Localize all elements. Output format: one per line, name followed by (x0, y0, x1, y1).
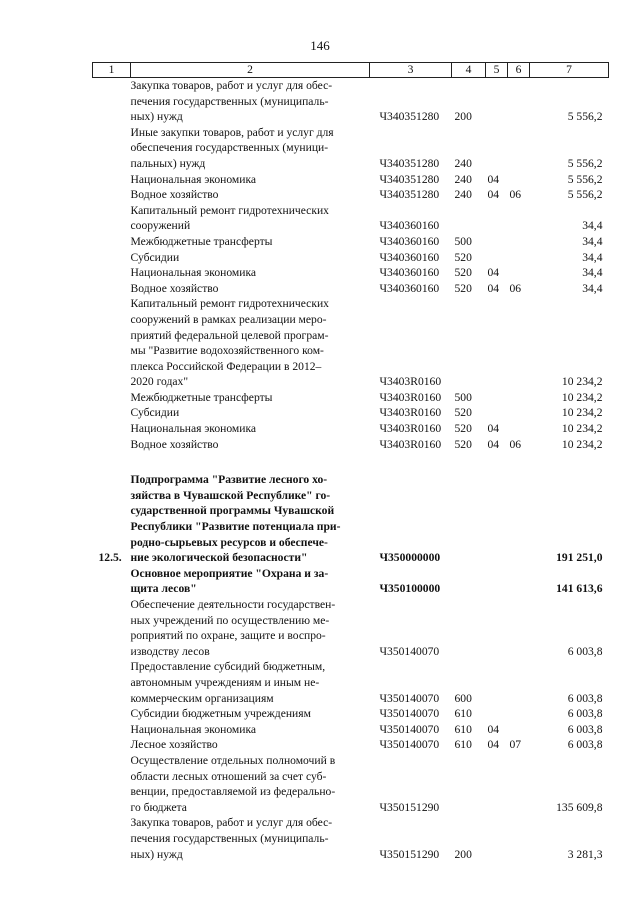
row-name-cell (131, 472, 370, 566)
subsection-cell: 06 (509, 188, 522, 202)
amount-cell: 10 234,2 (561, 422, 603, 436)
section-cell (486, 472, 508, 566)
budget-table (92, 62, 609, 862)
target-code-cell: Ч340360160 (379, 266, 440, 280)
name-line: Водное хозяйство (130, 281, 219, 295)
amount-cell: 6 003,8 (567, 738, 603, 752)
expense-type-cell (452, 296, 486, 390)
row-number-cell (93, 234, 131, 250)
subsection-cell (508, 125, 530, 172)
row-name-cell (131, 706, 370, 722)
column-header-1: 1 (93, 63, 131, 78)
row-name-cell (131, 405, 370, 421)
section-cell: 04 (487, 422, 500, 436)
section-cell: 04 (487, 738, 500, 752)
target-code-cell: Ч350140070 (379, 644, 440, 658)
target-code-cell: Ч340360160 (379, 234, 440, 248)
table-row (93, 421, 609, 437)
subsection-cell (508, 265, 530, 281)
subsection-cell (508, 390, 530, 406)
target-code-cell: Ч350000000 (379, 551, 441, 565)
expense-type-cell: 520 (454, 281, 472, 295)
row-number-cell (93, 78, 131, 125)
section-cell (486, 753, 508, 815)
table-row (93, 390, 609, 406)
row-number-cell: 12.5. (98, 551, 122, 565)
row-name-cell (131, 281, 370, 297)
name-line: Межбюджетные трансферты (130, 390, 273, 404)
section-cell (486, 390, 508, 406)
expense-type-cell: 520 (454, 266, 472, 280)
row-number-cell (93, 281, 131, 297)
table-row (93, 722, 609, 738)
expense-type-cell: 500 (454, 234, 472, 248)
subsection-cell (508, 472, 530, 566)
name-line: Подпрограмма "Развитие лесного хо- (130, 473, 328, 487)
table-row (93, 203, 609, 234)
table-row (93, 659, 609, 706)
target-code-cell: Ч3403R0160 (379, 390, 442, 404)
table-row (93, 405, 609, 421)
table-spacer-row (93, 452, 609, 472)
amount-cell: 34,4 (582, 219, 603, 233)
row-name-cell (131, 753, 370, 815)
name-line: 2020 годах" (130, 375, 189, 389)
amount-cell: 3 281,3 (567, 847, 603, 861)
name-line: Субсидии бюджетным учреждениям (130, 707, 311, 721)
expense-type-cell (452, 566, 486, 597)
subsection-cell (508, 296, 530, 390)
row-number-cell (93, 390, 131, 406)
table-row (93, 234, 609, 250)
name-line: Субсидии (130, 250, 180, 264)
amount-cell: 34,4 (582, 281, 603, 295)
table-row (93, 472, 609, 566)
subsection-cell (508, 566, 530, 597)
amount-cell: 10 234,2 (561, 390, 603, 404)
section-cell (486, 250, 508, 266)
name-line: Национальная экономика (130, 266, 257, 280)
section-cell: 04 (487, 281, 500, 295)
subsection-cell (508, 706, 530, 722)
name-line: ние экологической безопасности" (130, 551, 308, 565)
name-line: Обеспечение деятельности государствен- (130, 598, 336, 611)
section-cell (486, 405, 508, 421)
name-line: Иные закупки товаров, работ и услуг для (130, 125, 334, 139)
name-line: обеспечения государственных (муници- (130, 141, 329, 155)
target-code-cell: Ч3403R0160 (379, 422, 442, 436)
section-cell (486, 203, 508, 234)
row-name-cell (131, 250, 370, 266)
row-number-cell (93, 421, 131, 437)
section-cell: 04 (487, 722, 500, 736)
section-cell (486, 597, 508, 659)
spacer-cell (93, 452, 609, 472)
subsection-cell (508, 753, 530, 815)
name-line: Капитальный ремонт гидротехнических (130, 297, 329, 311)
column-header-6: 6 (508, 63, 530, 78)
table-row (93, 265, 609, 281)
name-line: сударственной программы Чувашской (130, 504, 335, 518)
section-cell (486, 659, 508, 706)
table-row (93, 78, 609, 125)
name-line: Национальная экономика (130, 722, 257, 736)
column-header-3: 3 (370, 63, 452, 78)
expense-type-cell: 240 (454, 172, 472, 186)
row-number-cell (93, 172, 131, 188)
table-row (93, 187, 609, 203)
subsection-cell (508, 172, 530, 188)
name-line: области лесных отношений за счет суб- (130, 769, 327, 783)
name-line: роприятий по охране, защите и воспро- (130, 629, 326, 643)
row-name-cell (131, 125, 370, 172)
subsection-cell (508, 250, 530, 266)
name-line: Закупка товаров, работ и услуг для обес- (130, 816, 333, 830)
row-number-cell (93, 265, 131, 281)
name-line: Водное хозяйство (130, 437, 219, 451)
name-line: сооружений (130, 219, 191, 233)
name-line: Закупка товаров, работ и услуг для обес- (130, 79, 333, 92)
name-line: коммерческим организациям (130, 691, 274, 705)
amount-cell: 135 609,8 (556, 800, 603, 814)
row-number-cell (93, 187, 131, 203)
row-number-cell (93, 405, 131, 421)
subsection-cell (508, 203, 530, 234)
expense-type-cell: 200 (454, 110, 472, 124)
name-line: плекса Российской Федерации в 2012– (130, 359, 322, 373)
name-line: Межбюджетные трансферты (130, 234, 273, 248)
row-name-cell (131, 722, 370, 738)
section-cell: 04 (487, 188, 500, 202)
name-line: ных) нужд (130, 847, 183, 861)
amount-cell: 10 234,2 (561, 375, 603, 389)
row-name-cell (131, 172, 370, 188)
subsection-cell (508, 815, 530, 862)
expense-type-cell: 520 (454, 422, 472, 436)
name-line: пальных) нужд (130, 156, 206, 170)
expense-type-cell: 240 (454, 188, 472, 202)
column-number-row (93, 63, 609, 78)
section-cell (486, 234, 508, 250)
table-row (93, 566, 609, 597)
target-code-cell: Ч350140070 (379, 691, 440, 705)
expense-type-cell: 610 (454, 738, 472, 752)
expense-type-cell: 520 (454, 250, 472, 264)
subsection-cell (508, 421, 530, 437)
target-code-cell: Ч350151290 (379, 847, 440, 861)
row-name-cell (131, 187, 370, 203)
amount-cell: 10 234,2 (561, 406, 603, 420)
expense-type-cell: 610 (454, 707, 472, 721)
amount-cell: 10 234,2 (561, 437, 603, 451)
target-code-cell: Ч340351280 (379, 188, 440, 202)
row-name-cell (131, 78, 370, 125)
row-name-cell (131, 597, 370, 659)
section-cell: 04 (487, 437, 500, 451)
name-line: Национальная экономика (130, 422, 257, 436)
name-line: родно-сырьевых ресурсов и обеспече- (130, 535, 328, 549)
target-code-cell: Ч3403R0160 (379, 375, 442, 389)
table-row (93, 815, 609, 862)
table-row (93, 125, 609, 172)
row-number-cell (93, 659, 131, 706)
section-cell (486, 78, 508, 125)
amount-cell: 5 556,2 (567, 110, 603, 124)
section-cell (486, 706, 508, 722)
subsection-cell: 07 (509, 738, 522, 752)
row-number-cell (93, 296, 131, 390)
table-row (93, 172, 609, 188)
expense-type-cell: 600 (454, 691, 472, 705)
subsection-cell (508, 659, 530, 706)
row-number-cell (93, 437, 131, 453)
target-code-cell: Ч3403R0160 (379, 406, 442, 420)
expense-type-cell: 240 (454, 156, 472, 170)
subsection-cell (508, 234, 530, 250)
section-cell (486, 815, 508, 862)
table-row (93, 437, 609, 453)
row-number-cell (93, 753, 131, 815)
amount-cell: 5 556,2 (567, 188, 603, 202)
name-line: Республики "Развитие потенциала при- (130, 520, 341, 534)
target-code-cell: Ч340360160 (379, 219, 440, 233)
subsection-cell (508, 597, 530, 659)
name-line: Осуществление отдельных полномочий в (130, 753, 336, 767)
name-line: ных) нужд (130, 110, 183, 124)
row-number-cell (93, 722, 131, 738)
table-row (93, 281, 609, 297)
target-code-cell: Ч350140070 (379, 738, 440, 752)
section-cell (486, 566, 508, 597)
expense-type-cell (452, 753, 486, 815)
row-number-cell (93, 815, 131, 862)
row-number-cell (93, 737, 131, 753)
row-name-cell (131, 234, 370, 250)
amount-cell: 191 251,0 (556, 551, 603, 565)
amount-cell: 6 003,8 (567, 722, 603, 736)
expense-type-cell: 500 (454, 390, 472, 404)
subsection-cell: 06 (509, 437, 522, 451)
name-line: зяйства в Чувашской Республике" го- (130, 488, 331, 502)
amount-cell: 6 003,8 (567, 707, 603, 721)
subsection-cell (508, 405, 530, 421)
target-code-cell: Ч340360160 (379, 250, 440, 264)
name-line: Субсидии (130, 406, 180, 420)
amount-cell: 6 003,8 (567, 644, 603, 658)
table-row (93, 706, 609, 722)
table-row (93, 296, 609, 390)
expense-type-cell (452, 597, 486, 659)
row-name-cell (131, 659, 370, 706)
amount-cell: 5 556,2 (567, 156, 603, 170)
amount-cell: 6 003,8 (567, 691, 603, 705)
table-row (93, 597, 609, 659)
row-name-cell (131, 421, 370, 437)
amount-cell: 34,4 (582, 250, 603, 264)
column-header-4: 4 (452, 63, 486, 78)
name-line: приятий федеральной целевой програм- (130, 328, 329, 342)
expense-type-cell: 200 (454, 847, 472, 861)
table-row (93, 737, 609, 753)
expense-type-cell (452, 203, 486, 234)
table-row (93, 753, 609, 815)
table-body (93, 78, 609, 863)
name-line: печения государственных (муниципаль- (130, 831, 329, 845)
section-cell (486, 125, 508, 172)
row-number-cell (93, 566, 131, 597)
row-name-cell (131, 296, 370, 390)
row-name-cell (131, 390, 370, 406)
name-line: Предоставление субсидий бюджетным, (130, 660, 326, 674)
section-cell: 04 (487, 172, 500, 186)
target-code-cell: Ч3403R0160 (379, 437, 442, 451)
name-line: щита лесов" (130, 582, 197, 596)
expense-type-cell: 520 (454, 437, 472, 451)
target-code-cell: Ч340351280 (379, 156, 440, 170)
row-name-cell (131, 566, 370, 597)
row-number-cell (93, 203, 131, 234)
target-code-cell: Ч350140070 (379, 722, 440, 736)
name-line: сооружений в рамках реализации меро- (130, 312, 327, 326)
row-name-cell (131, 815, 370, 862)
column-header-7: 7 (530, 63, 609, 78)
row-number-cell (93, 597, 131, 659)
row-number-cell (93, 250, 131, 266)
name-line: Национальная экономика (130, 172, 257, 186)
amount-cell: 141 613,6 (556, 582, 603, 596)
section-cell (486, 296, 508, 390)
name-line: го бюджета (130, 800, 187, 814)
subsection-cell (508, 722, 530, 738)
row-name-cell (131, 265, 370, 281)
target-code-cell: Ч340360160 (379, 281, 440, 295)
row-name-cell (131, 203, 370, 234)
target-code-cell: Ч350151290 (379, 800, 440, 814)
row-name-cell (131, 437, 370, 453)
amount-cell: 34,4 (582, 266, 603, 280)
amount-cell: 34,4 (582, 234, 603, 248)
name-line: Водное хозяйство (130, 188, 219, 202)
name-line: Основное мероприятие "Охрана и за- (130, 566, 329, 580)
section-cell: 04 (487, 266, 500, 280)
amount-cell: 5 556,2 (567, 172, 603, 186)
expense-type-cell: 520 (454, 406, 472, 420)
table-header (93, 63, 609, 78)
table-row (93, 250, 609, 266)
subsection-cell: 06 (509, 281, 522, 295)
name-line: печения государственных (муниципаль- (130, 94, 329, 108)
name-line: изводству лесов (130, 644, 210, 658)
row-number-cell (93, 125, 131, 172)
name-line: ных учреждений по осуществлению ме- (130, 613, 330, 627)
column-header-5: 5 (486, 63, 508, 78)
target-code-cell: Ч340351280 (379, 110, 440, 124)
name-line: венции, предоставляемой из федерально- (130, 785, 336, 799)
name-line: мы "Развитие водохозяйственного ком- (130, 344, 324, 358)
target-code-cell: Ч340351280 (379, 172, 440, 186)
name-line: автономным учреждениям и иным не- (130, 675, 320, 689)
row-name-cell (131, 737, 370, 753)
expense-type-cell: 610 (454, 722, 472, 736)
subsection-cell (508, 78, 530, 125)
name-line: Лесное хозяйство (130, 738, 218, 752)
column-header-2: 2 (131, 63, 370, 78)
expense-type-cell (452, 472, 486, 566)
target-code-cell: Ч350140070 (379, 707, 440, 721)
row-number-cell (93, 706, 131, 722)
target-code-cell: Ч350100000 (379, 582, 441, 596)
name-line: Капитальный ремонт гидротехнических (130, 203, 329, 217)
page-number: 146 (310, 38, 330, 53)
